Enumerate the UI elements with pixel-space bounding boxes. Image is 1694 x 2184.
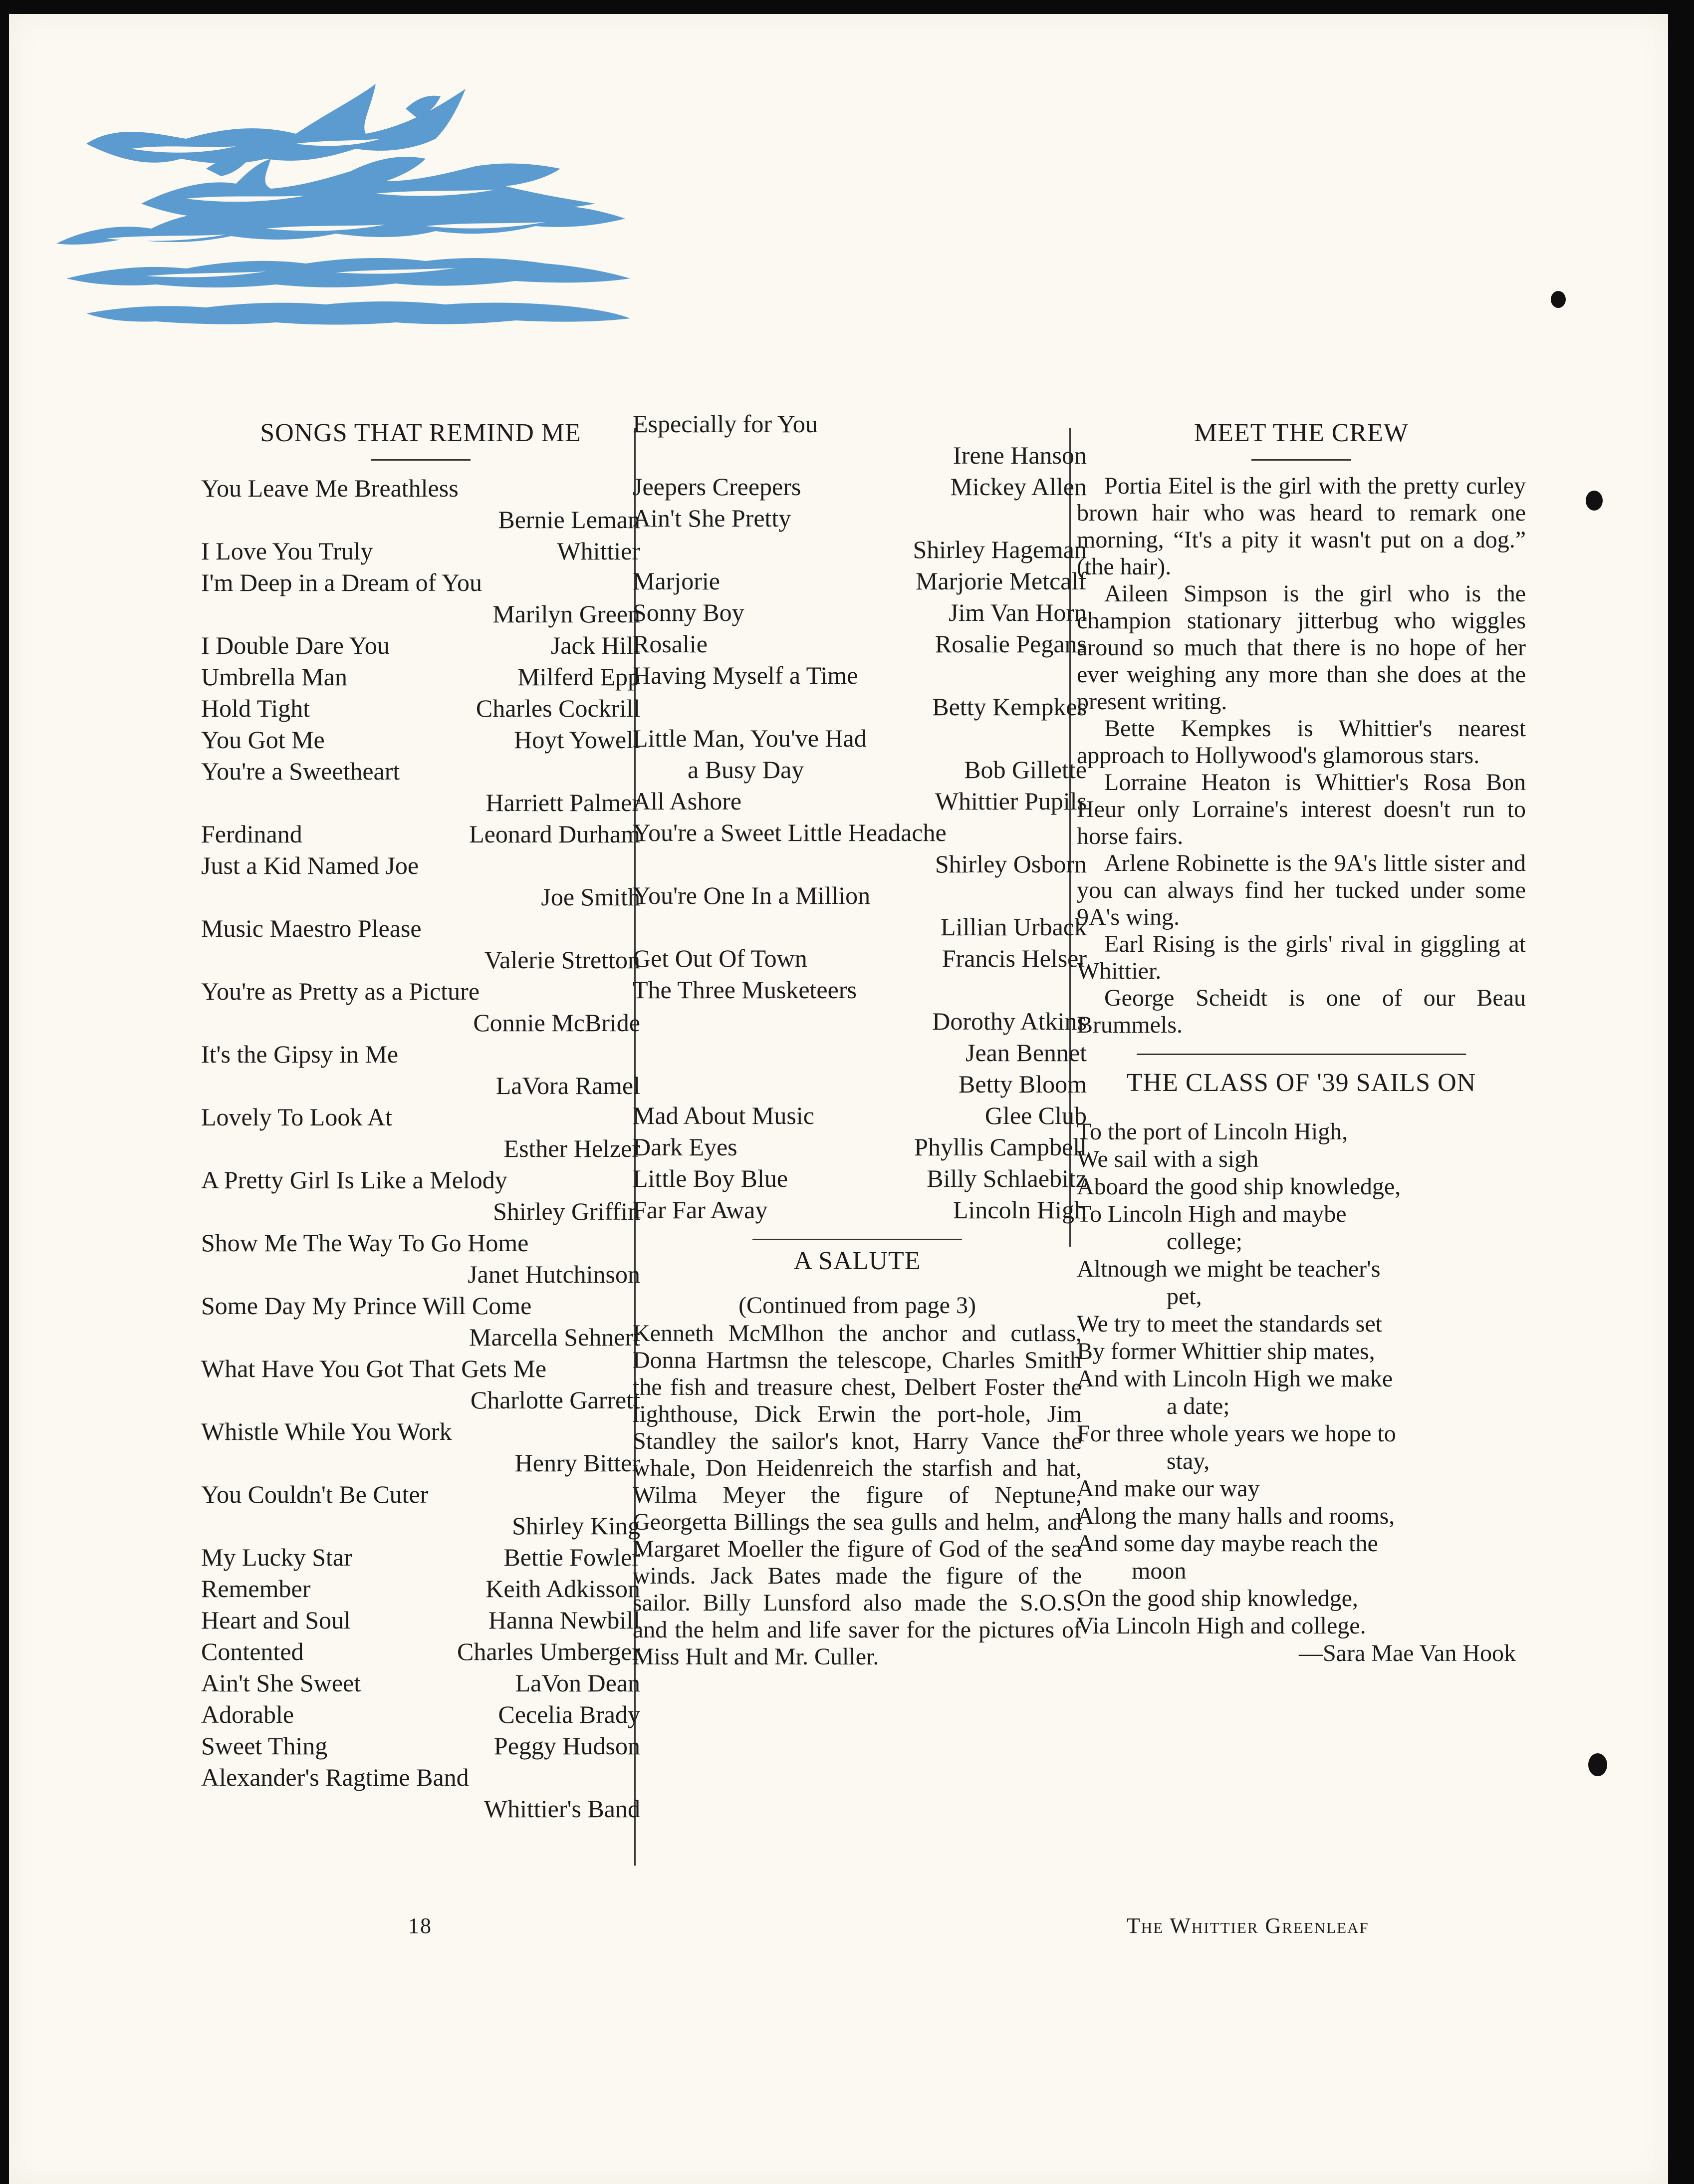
song-title: Whistle While You Work	[201, 1417, 452, 1445]
song-entry	[633, 660, 1082, 691]
song-title: It's the Gipsy in Me	[201, 1040, 399, 1068]
poem-line: By former Whittier ship mates,	[1077, 1338, 1375, 1365]
song-title: Some Day My Prince Will Come	[201, 1292, 532, 1320]
song-entry	[201, 1762, 640, 1793]
person-name: Betty Bloom	[959, 1070, 1087, 1098]
song-title: Marjorie	[633, 567, 720, 595]
song-entry	[201, 693, 640, 724]
person-name: Milferd Epp	[517, 663, 640, 691]
person-name: Marjorie Metcalf	[916, 567, 1087, 595]
song-entry	[633, 1006, 1087, 1037]
song-entry	[201, 913, 640, 944]
magazine-page	[9, 14, 1668, 2184]
poem	[1077, 1118, 1526, 1667]
person-name: Shirley Griffin	[493, 1197, 640, 1225]
poem-line: And some day maybe reach the	[1077, 1530, 1378, 1557]
song-entry	[201, 976, 640, 1007]
song-entry	[633, 1194, 1087, 1226]
songs-continued-column	[633, 408, 1087, 1670]
poem-line: moon	[1132, 1558, 1187, 1584]
song-entry	[201, 756, 640, 787]
song-title: Adorable	[201, 1700, 294, 1728]
song-title: Heart and Soul	[201, 1606, 351, 1634]
song-entry	[201, 1039, 640, 1070]
song-entry	[201, 1447, 640, 1479]
song-entry	[201, 630, 640, 661]
song-entry	[633, 597, 1087, 628]
song-entry	[201, 473, 640, 504]
song-entry	[201, 1007, 640, 1039]
person-name: Irene Hanson	[953, 441, 1087, 469]
poem-line: Along the many halls and rooms,	[1077, 1503, 1395, 1529]
song-entry	[201, 944, 640, 976]
seagulls-illustration	[56, 79, 635, 338]
person-name: LaVon Dean	[515, 1669, 640, 1697]
song-title: Get Out Of Town	[633, 944, 807, 972]
person-name: Charles Umberger	[457, 1638, 640, 1665]
person-name: Shirley Osborn	[935, 850, 1087, 878]
poem-line: And make our way	[1077, 1475, 1260, 1502]
person-name: Glee Club	[984, 1101, 1087, 1129]
poem-line: To the port of Lincoln High,	[1077, 1118, 1348, 1145]
crew-paragraphs	[1077, 473, 1526, 1039]
poem-line: Via Lincoln High and college.	[1077, 1613, 1366, 1639]
song-title: I Love You Truly	[201, 537, 373, 565]
crew-paragraph: Bette Kempkes is Whittier's nearest approach to Hollywood's glamorous stars.	[1077, 715, 1526, 769]
song-entry	[633, 691, 1087, 723]
song-title: Jeepers Creepers	[633, 473, 801, 501]
songs-column	[201, 408, 640, 1825]
song-title: You're as Pretty as a Picture	[201, 977, 480, 1005]
person-name: Whittier's Band	[484, 1795, 640, 1823]
song-entry	[201, 1793, 640, 1825]
songs-list	[201, 473, 640, 1825]
song-entry	[201, 1605, 640, 1636]
song-title: What Have You Got That Gets Me	[201, 1355, 547, 1382]
song-entry	[201, 1227, 640, 1259]
song-entry	[633, 848, 1087, 880]
song-entry	[201, 1699, 640, 1730]
song-entry	[201, 1353, 640, 1384]
poem-line: college;	[1167, 1228, 1242, 1255]
song-entry	[201, 1667, 640, 1699]
song-entry	[201, 1290, 640, 1322]
song-title: Ain't She Pretty	[633, 504, 791, 532]
poem-line: We try to meet the standards set	[1077, 1311, 1382, 1337]
salute-body: Kenneth McMlhon the anchor and cutlass, Donna Hartmsn the telescope, Charles Smith the fish and treasure chest, Delbert Foster the lighthouse, Dick Erwin the port-hole, Jim Standley the sailor's knot, Harry Vance the whale, Don Heidenreich the starfish and hat, Wilma Meyer the figure of Neptune, Georgetta Billings the sea gulls and helm, and Margaret Moeller the figure of God of the sea winds. Jack Bates made the figure of the sailor. Billy Lunsford also made the S.O.S. and the helm and life saver for the pictures of Miss Hult and Mr. Culler.	[633, 1320, 1082, 1670]
poem-line: a date;	[1167, 1393, 1230, 1419]
poem-line: To Lincoln High and maybe	[1077, 1201, 1347, 1227]
song-title: I Double Dare You	[201, 631, 390, 659]
song-entry	[633, 1163, 1087, 1194]
person-name: Rosalie Pegans	[935, 630, 1087, 658]
song-title: Alexander's Ragtime Band	[201, 1763, 469, 1791]
song-title: Sonny Boy	[633, 598, 744, 626]
song-title: Especially for You	[633, 410, 818, 438]
songs-heading: SONGS THAT REMIND ME	[260, 419, 581, 447]
person-name: Phyllis Campbell	[914, 1133, 1087, 1161]
person-name: Hanna Newbill	[488, 1606, 640, 1634]
poem-line: pet,	[1167, 1283, 1202, 1310]
song-title: The Three Musketeers	[633, 976, 857, 1004]
section-rule	[752, 1239, 962, 1240]
song-entry	[633, 503, 1082, 534]
song-title: Sweet Thing	[201, 1732, 328, 1760]
person-name: Whittier Pupils	[935, 787, 1087, 815]
song-entry	[633, 974, 1082, 1006]
person-name: Jack Hill	[550, 631, 640, 659]
person-name: Valerie Stretton	[484, 946, 640, 974]
song-title: Having Myself a Time	[633, 661, 858, 689]
song-entry	[201, 567, 640, 598]
song-title: Mad About Music	[633, 1101, 814, 1129]
song-title: Lovely To Look At	[201, 1103, 393, 1131]
poem-line: For three whole years we hope to	[1077, 1420, 1396, 1447]
poem-author: —Sara Mae Van Hook	[1298, 1640, 1516, 1666]
song-entry	[201, 1510, 640, 1542]
song-title: Dark Eyes	[633, 1133, 737, 1161]
song-entry	[633, 880, 1082, 911]
song-entry	[201, 1322, 640, 1353]
song-title: All Ashore	[633, 787, 742, 815]
song-title: Ain't She Sweet	[201, 1669, 361, 1697]
song-title: My Lucky Star	[201, 1543, 352, 1571]
song-entry	[201, 1573, 640, 1605]
person-name: Whittier	[557, 537, 640, 565]
song-entry	[201, 1416, 640, 1447]
song-title: You're a Sweetheart	[201, 757, 400, 785]
songs-list-continued	[633, 408, 1087, 1226]
person-name: Billy Schlaebitz	[927, 1164, 1087, 1192]
crew-heading: MEET THE CREW	[1194, 419, 1409, 447]
ink-spot	[1551, 291, 1566, 308]
song-title: Show Me The Way To Go Home	[201, 1229, 529, 1257]
song-title: Umbrella Man	[201, 663, 347, 691]
song-entry	[201, 1164, 640, 1196]
person-name: Jean Bennet	[966, 1039, 1087, 1067]
song-entry	[633, 754, 1087, 786]
heading-rule	[1251, 459, 1351, 461]
crew-paragraph: Lorraine Heaton is Whittier's Rosa Bon Heur only Lorraine's interest doesn't run to horse fairs.	[1077, 769, 1526, 849]
person-name: Joe Smith	[541, 883, 640, 911]
song-title: Hold Tight	[201, 694, 310, 722]
song-title: Little Man, You've Had	[633, 724, 867, 752]
song-entry	[201, 819, 640, 850]
song-entry	[201, 1384, 640, 1416]
song-entry	[633, 628, 1087, 660]
song-entry	[633, 723, 1082, 754]
song-entry	[633, 786, 1087, 817]
person-name: Hoyt Yowell	[514, 726, 640, 754]
person-name: Leonard Durham	[469, 820, 640, 848]
person-name: Dorothy Atkins	[932, 1007, 1087, 1035]
song-entry	[201, 1133, 640, 1164]
ink-spot	[1588, 1753, 1607, 1776]
song-entry	[633, 565, 1087, 597]
song-entry	[633, 1100, 1087, 1131]
person-name: Jim Van Horn	[949, 598, 1087, 626]
poem-line: Altnough we might be teacher's	[1077, 1256, 1381, 1282]
person-name: Janet Hutchinson	[468, 1260, 640, 1288]
crew-paragraph: Aileen Simpson is the girl who is the champion stationary jitterbug who wiggles around so much that there is no hope of her ever weighing any more than she does at the present writing.	[1077, 580, 1526, 715]
song-entry	[201, 1636, 640, 1667]
section-rule	[1137, 1054, 1466, 1055]
person-name: Bernie Leman	[498, 506, 640, 534]
song-title: A Pretty Girl Is Like a Melody	[201, 1166, 507, 1194]
crew-paragraph: Arlene Robinette is the 9A's little sister and you can always find her tucked under some 9A's wing.	[1077, 850, 1526, 930]
song-entry	[201, 1070, 640, 1101]
song-title: Remember	[201, 1575, 311, 1603]
person-name: Connie McBride	[473, 1009, 640, 1037]
song-title: Contented	[201, 1638, 304, 1665]
song-title: You Couldn't Be Cuter	[201, 1480, 429, 1508]
person-name: Shirley King	[512, 1512, 640, 1540]
crew-column	[1077, 408, 1526, 1667]
person-name: Marcella Sehnert	[469, 1323, 640, 1351]
song-entry	[633, 911, 1087, 943]
song-title: You Leave Me Breathless	[201, 474, 459, 502]
person-name: Keith Adkisson	[485, 1575, 640, 1603]
person-name: Esther Helzer	[503, 1134, 640, 1162]
person-name: Peggy Hudson	[493, 1732, 640, 1760]
song-title: Rosalie	[633, 630, 708, 658]
song-title: Far Far Away	[633, 1196, 768, 1224]
person-name: Cecelia Brady	[498, 1700, 640, 1728]
song-title: You Got Me	[201, 726, 325, 754]
song-entry	[633, 943, 1087, 974]
crew-paragraph: George Scheidt is one of our Beau Brummels.	[1077, 985, 1526, 1038]
song-entry	[633, 440, 1087, 471]
song-title: I'm Deep in a Dream of You	[201, 568, 483, 596]
person-name: Betty Kempkes	[932, 693, 1087, 721]
song-entry	[633, 817, 1082, 848]
page-number: 18	[408, 1913, 432, 1938]
song-entry	[201, 536, 640, 567]
song-title: Just a Kid Named Joe	[201, 851, 419, 879]
song-entry	[201, 661, 640, 693]
song-entry	[201, 787, 640, 819]
person-name: Charles Cockrill	[476, 694, 640, 722]
song-entry	[201, 724, 640, 756]
person-name: Harriett Palmer	[485, 789, 640, 817]
poem-line: Aboard the good ship knowledge,	[1077, 1173, 1401, 1200]
song-entry	[201, 504, 640, 536]
song-entry	[201, 881, 640, 913]
song-entry	[201, 1259, 640, 1290]
song-entry	[201, 1196, 640, 1227]
song-title: Little Boy Blue	[633, 1164, 788, 1192]
continued-note: (Continued from page 3)	[738, 1292, 976, 1319]
song-entry	[633, 1069, 1087, 1100]
poem-line: We sail with a sigh	[1077, 1146, 1259, 1172]
ink-spot	[1586, 491, 1603, 511]
salute-heading: A SALUTE	[793, 1247, 921, 1275]
person-name: LaVora Ramel	[495, 1072, 640, 1099]
person-name: Henry Bitter	[514, 1449, 640, 1477]
song-entry	[201, 1479, 640, 1510]
song-entry	[201, 1101, 640, 1133]
poem-line: And with Lincoln High we make	[1077, 1365, 1393, 1392]
song-title: a Busy Day	[688, 756, 804, 784]
song-entry	[201, 1542, 640, 1573]
poem-line: On the good ship knowledge,	[1077, 1585, 1358, 1612]
publication-name: The Whittier Greenleaf	[1127, 1913, 1369, 1938]
poem-heading: THE CLASS OF '39 SAILS ON	[1126, 1069, 1476, 1097]
person-name: Charlotte Garrett	[470, 1386, 640, 1414]
song-title: Music Maestro Please	[201, 914, 422, 942]
song-entry	[201, 598, 640, 630]
song-entry	[633, 408, 1082, 440]
song-title: Ferdinand	[201, 820, 302, 848]
person-name: Shirley Hageman	[913, 536, 1087, 563]
person-name: Lincoln High	[953, 1196, 1087, 1224]
person-name: Mickey Allen	[950, 473, 1087, 501]
song-title: You're One In a Million	[633, 881, 871, 909]
person-name: Bob Gillette	[964, 756, 1087, 784]
song-title: You're a Sweet Little Headache	[633, 819, 947, 846]
crew-paragraph: Portia Eitel is the girl with the pretty curley brown hair who was heard to remark one morning, “It's a pity it wasn't put on a dog.” (the hair).	[1077, 473, 1526, 580]
song-entry	[633, 534, 1087, 565]
song-entry	[633, 1037, 1087, 1069]
crew-paragraph: Earl Rising is the girls' rival in giggling at Whittier.	[1077, 931, 1526, 984]
heading-rule	[371, 459, 471, 461]
song-entry	[633, 1131, 1087, 1163]
song-entry	[201, 1730, 640, 1762]
person-name: Lillian Urback	[941, 913, 1087, 941]
person-name: Bettie Fowler	[503, 1543, 640, 1571]
person-name: Francis Helser	[942, 944, 1087, 972]
person-name: Marilyn Green	[492, 600, 640, 628]
song-entry	[633, 471, 1087, 503]
song-entry	[201, 850, 640, 881]
poem-line: stay,	[1167, 1448, 1210, 1474]
